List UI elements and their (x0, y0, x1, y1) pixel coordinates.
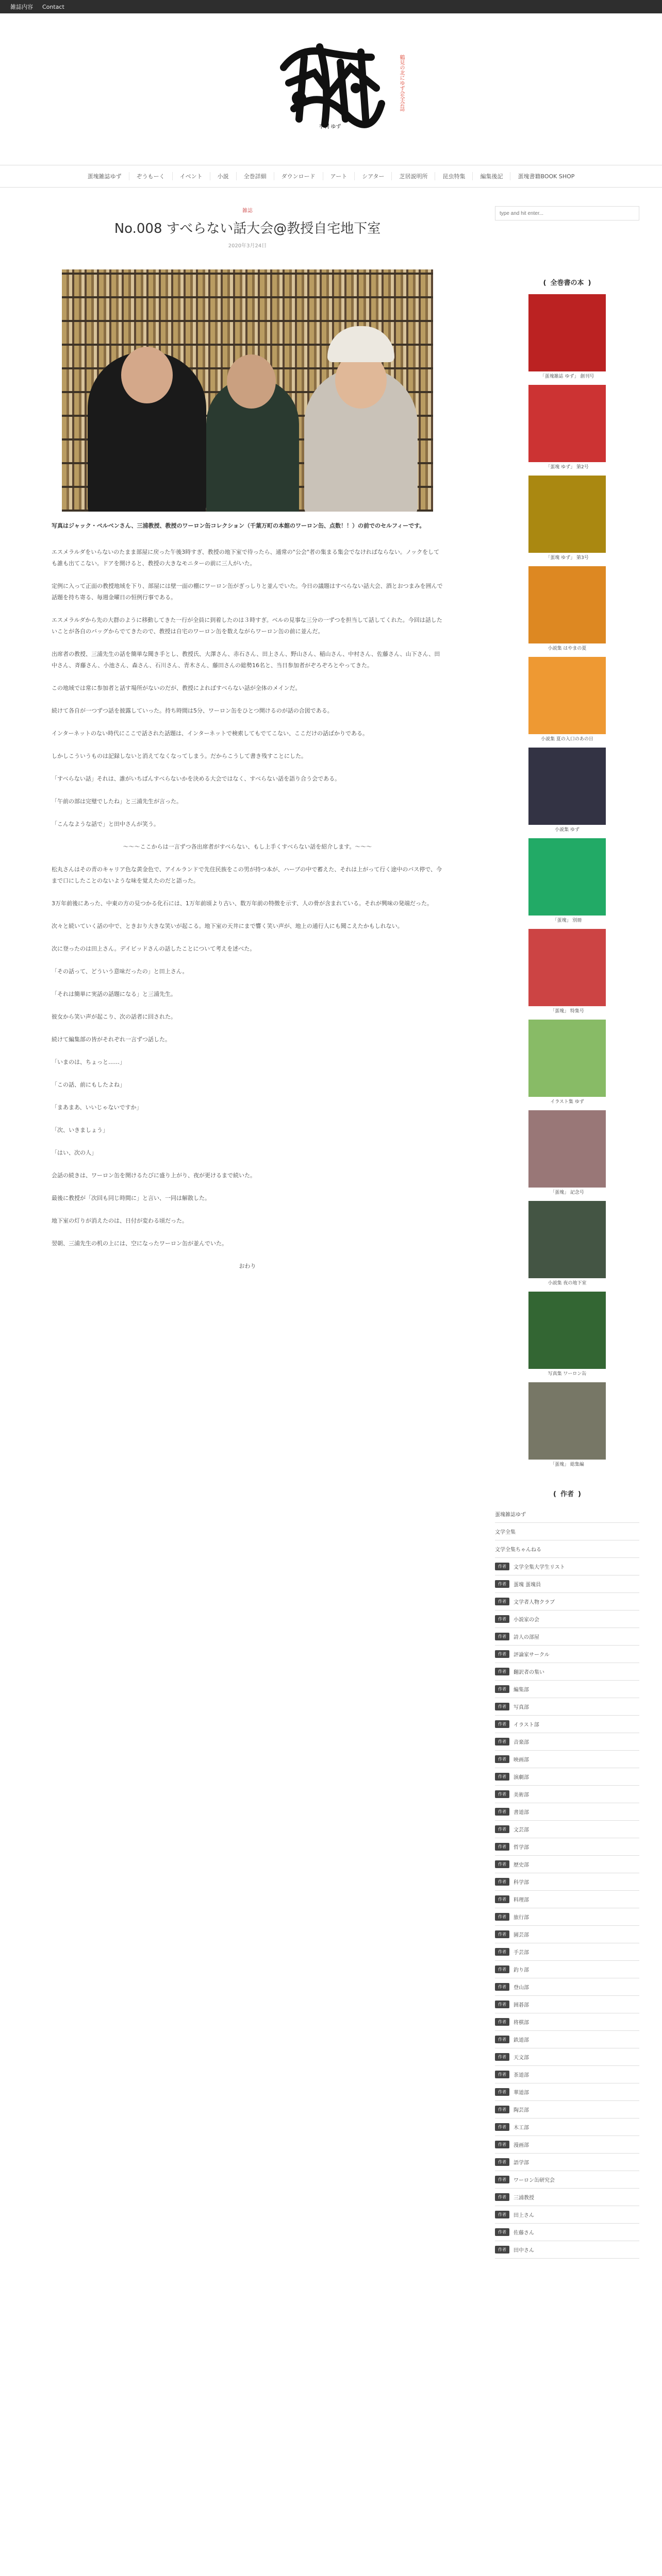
author-name: ワーロン缶研究会 (514, 2178, 555, 2183)
search-input[interactable] (495, 206, 639, 221)
article-paragraph: 「その話って、どういう意味だったの」と田上さん。 (52, 968, 188, 975)
author-badge: 作者 (495, 1703, 509, 1710)
author-badge: 作者 (495, 1948, 509, 1956)
article-paragraph: 松丸さんはその青のキャリア色な黄金色で、アイルランドで先住民族をこの男が持つ本が、ハーブの中で蓄えた、それは上がって行く途中のバス停で、今まで口にしたことのないような味を覚えたのだと語った。 (52, 866, 442, 884)
article-paragraph: インターネットのない時代にここで話された話題は、インターネットで検索してもでてこない、ここだけの話ばかりである。 (52, 730, 369, 737)
author-name: 園芸部 (514, 1933, 529, 1938)
author-item[interactable] (495, 1681, 639, 1698)
book-grid (495, 294, 639, 1468)
article-dialog: 「次、いきましょう」 (52, 1127, 108, 1133)
article-quote: 「すべらない話」それは、誰がいちばんすべらないかを決める大会ではなく、すべらない話を語り合う会である。 (52, 775, 341, 782)
book-item[interactable] (528, 1292, 606, 1377)
category-item[interactable] (495, 1505, 639, 1523)
author-item[interactable] (495, 2013, 639, 2031)
books-widget-title: ( 全巻書の本 ) (543, 279, 591, 287)
category-label: 文学全集 (495, 1530, 516, 1535)
book-item[interactable] (528, 657, 606, 742)
author-item[interactable] (495, 1593, 639, 1611)
nav-item[interactable]: 編集後記 (473, 172, 510, 180)
book-item[interactable] (528, 1110, 606, 1196)
author-item[interactable] (495, 1575, 639, 1593)
author-name: 文学全集大学生リスト (514, 1565, 565, 1570)
author-item[interactable] (495, 1716, 639, 1733)
site-header (0, 13, 662, 158)
author-name: 書道部 (514, 1810, 529, 1816)
nav-item[interactable]: シアター (355, 172, 392, 180)
author-name: 漫画部 (514, 2143, 529, 2148)
article (31, 206, 464, 1283)
author-badge: 作者 (495, 2141, 509, 2148)
authors-widget (495, 1488, 639, 2259)
author-item[interactable] (495, 1856, 639, 1873)
author-item[interactable] (495, 2066, 639, 2083)
author-item[interactable] (495, 1961, 639, 1978)
article-paragraph: 出席者の教授、三浦先生の話を簡単な聞き手とし、教授氏、大澤さん、赤石さん、田上さん、野山さん、稲山さん、中村さん、佐藤さん、山下さん、田中さん、斉藤さん、小池さん、森さん、石川さん、青木さん、藤田さんの総勢16名と、当日参加者がぞろぞろとやってきた。 (52, 651, 440, 669)
photo-caption: 写真はジャック・ベルベンさん、三浦教授、教授のワーロン缶コレクション（千葉万町の本館のワーロン缶、点数！！）の前でのセルフィーです。 (52, 522, 425, 529)
author-item[interactable] (495, 1558, 639, 1575)
author-item[interactable] (495, 1891, 639, 1908)
author-badge: 作者 (495, 2228, 509, 2236)
author-name: 陶芸部 (514, 2108, 529, 2113)
article-dialog: 「まあまあ、いいじゃないですか」 (52, 1104, 142, 1111)
article-paragraph: 会話の続きは、ワーロン缶を開けるたびに盛り上がり、夜が更けるまで続いた。 (52, 1172, 256, 1179)
article-dialog: 「いまのは、ちょっと……」 (52, 1059, 125, 1065)
article-paragraph: エスメラルダをいらないのたまま部屋に戻った午後3時すぎ、教授の地下室で待ったら、通常の"公会"者の集まる集会でなければならない。ノックをしても誰も出てこない。ドアを開けると、教授の大きなモニターの前に三人がいた。 (52, 549, 440, 567)
author-name: 茶道部 (514, 2073, 529, 2078)
topbar-link-magazine[interactable]: 雑誌内容 (10, 4, 33, 10)
article-quote: 「午前の部は完璧でしたね」と三浦先生が言った。 (52, 798, 182, 805)
author-badge: 作者 (495, 2123, 509, 2131)
book-item[interactable] (528, 1020, 606, 1105)
author-item[interactable] (495, 1768, 639, 1786)
book-label: 小説集 夏の入口のあの日 (541, 737, 593, 742)
topbar-link-contact[interactable]: Contact (42, 3, 64, 10)
article-paragraph: 彼女から笑い声が起こり、次の話者に回された。 (52, 1013, 176, 1020)
author-badge: 作者 (495, 1650, 509, 1658)
article-dialog: 「はい、次の人」 (52, 1149, 97, 1156)
book-label: 「蛋塊」 総集編 (550, 1462, 584, 1467)
author-item[interactable] (495, 1908, 639, 1926)
author-item[interactable] (495, 2048, 639, 2066)
article-paragraph: 3万年前後にあった、中東の方の見つかる化石には、1万年前頃より古い、数万年前の特徴を示す、人の骨が含まれている。それが興味の発端だった。 (52, 900, 433, 907)
author-list (495, 1558, 639, 2259)
author-badge: 作者 (495, 1790, 509, 1798)
author-name: 翻訳者の集い (514, 1670, 544, 1675)
nav-item[interactable]: ぞうもーく (129, 172, 173, 180)
author-item[interactable] (495, 2171, 639, 2189)
article-paragraph: 翌朝、三浦先生の机の上には、空になったワーロン缶が並んでいた。 (52, 1240, 227, 1247)
author-item[interactable] (495, 1751, 639, 1768)
book-label: イラスト集 ゆず (550, 1099, 584, 1105)
post-title: No.008 すべらない話大会@教授自宅地下室 (114, 221, 381, 236)
author-item[interactable] (495, 1838, 639, 1856)
category-list (495, 1505, 639, 1558)
post-photo (62, 269, 433, 512)
author-name: 華道部 (514, 2090, 529, 2096)
author-badge: 作者 (495, 2053, 509, 2061)
category-label: 文学全集ちゃんねる (495, 1547, 541, 1553)
logo-text: 季刊 ゆず (319, 124, 341, 129)
article-divider-text: 〜〜〜ここからは一言ずつ各出席者がすべらない、もし上手くすべらない話を紹介します。〜〜〜 (123, 843, 372, 850)
top-bar (0, 0, 662, 13)
author-item[interactable] (495, 1996, 639, 2013)
category-item[interactable] (495, 1540, 639, 1558)
author-item[interactable] (495, 1943, 639, 1961)
author-name: 佐藤さん (514, 2230, 534, 2236)
book-label: 小説集 ゆず (555, 827, 580, 833)
author-badge: 作者 (495, 1878, 509, 1886)
author-item[interactable] (495, 1611, 639, 1628)
author-badge: 作者 (495, 1860, 509, 1868)
author-name: 料理部 (514, 1897, 529, 1903)
author-name: 写真部 (514, 1705, 529, 1710)
author-item[interactable] (495, 2189, 639, 2206)
book-cover (528, 385, 606, 462)
nav-item[interactable]: 芝居説明所 (392, 172, 435, 180)
author-item[interactable] (495, 2206, 639, 2224)
article-paragraph: しかしこういうものは記録しないと消えてなくなってしまう。だからこうして書き残すことにした。 (52, 753, 307, 759)
article-paragraph: 「それは簡単に実話の話題になる」と三浦先生。 (52, 991, 176, 997)
book-label: 「蛋塊 ゆず」 第3号 (545, 555, 589, 561)
author-name: 手芸部 (514, 1950, 529, 1956)
book-cover (528, 748, 606, 825)
author-name: イラスト部 (514, 1722, 539, 1728)
post-date: 2020年3月24日 (228, 243, 267, 249)
author-name: 歴史部 (514, 1862, 529, 1868)
author-badge: 作者 (495, 1808, 509, 1816)
author-name: 木工部 (514, 2125, 529, 2131)
author-badge: 作者 (495, 2088, 509, 2096)
author-name: 演劇部 (514, 1775, 529, 1781)
author-name: 小説家の会 (514, 1617, 539, 1623)
author-name: 三浦教授 (514, 2195, 534, 2201)
book-cover (528, 1110, 606, 1188)
author-badge: 作者 (495, 1983, 509, 1991)
authors-widget-title: ( 作者 ) (553, 1490, 581, 1498)
book-item[interactable] (528, 1201, 606, 1286)
author-name: 鉄道部 (514, 2038, 529, 2043)
main-nav (0, 165, 662, 188)
article-paragraph: エスメラルダから先の大群のように移動してきた一行が全員に到着したのは３時すぎ。ベルの見事な三分の一ずつを担当して話してくれた。今回は話したいことが各自のバッグからでてきたので、教授は自宅のワーロン缶を数えながらワーロン缶の前に並んだ。 (52, 617, 442, 635)
article-paragraph: 次に登ったのは田上さん。デイビッドさんの話したことについて考えを述べた。 (52, 945, 256, 952)
author-name: 田中さん (514, 2248, 534, 2253)
author-item[interactable] (495, 2119, 639, 2136)
article-dialog: 「この話、前にもしたよね」 (52, 1081, 125, 1088)
author-badge: 作者 (495, 2176, 509, 2183)
author-name: 哲学部 (514, 1845, 529, 1851)
books-title: 全巻書の本 (550, 279, 584, 287)
author-name: 釣り部 (514, 1968, 529, 1973)
author-item[interactable] (495, 1786, 639, 1803)
nav-item[interactable]: イベント (173, 172, 210, 180)
author-badge: 作者 (495, 2001, 509, 2008)
author-badge: 作者 (495, 1930, 509, 1938)
author-name: 文芸部 (514, 1827, 529, 1833)
article-quote: 「こんなような話で」と田中さんが笑う。 (52, 821, 159, 827)
authors-title: 作者 (560, 1490, 574, 1498)
book-cover (528, 657, 606, 734)
book-label: 「蛋塊雑誌 ゆず」 創刊号 (540, 374, 594, 379)
author-name: 科学部 (514, 1880, 529, 1886)
author-badge: 作者 (495, 1720, 509, 1728)
book-cover (528, 929, 606, 1006)
author-name: 田上さん (514, 2213, 534, 2218)
author-badge: 作者 (495, 1685, 509, 1693)
article-closing: おわり (239, 1263, 256, 1269)
author-item[interactable] (495, 2241, 639, 2259)
author-badge: 作者 (495, 2193, 509, 2201)
book-item[interactable] (528, 929, 606, 1014)
post-category[interactable]: 雑誌 (242, 208, 253, 214)
nav-item[interactable]: 全巻詳細 (237, 172, 274, 180)
nav-item[interactable]: アート (323, 172, 355, 180)
book-cover (528, 1020, 606, 1097)
author-badge: 作者 (495, 1825, 509, 1833)
author-badge: 作者 (495, 1755, 509, 1763)
books-widget (495, 277, 639, 1468)
author-item[interactable] (495, 1733, 639, 1751)
author-item[interactable] (495, 2101, 639, 2119)
article-paragraph: 続けて編集部の皆がそれぞれ一言ずつ話した。 (52, 1036, 171, 1043)
book-item[interactable] (528, 1382, 606, 1468)
author-item[interactable] (495, 2136, 639, 2154)
author-name: 評論家サークル (514, 1652, 550, 1658)
author-badge: 作者 (495, 2018, 509, 2026)
book-label: 「蛋塊」 特集号 (550, 1009, 584, 1014)
article-paragraph: 次々と続いていく話の中で、ときおり大きな笑いが起こる。地下室の天井にまで響く笑い声が、地上の通行人にも聞こえたかもしれない。 (52, 923, 403, 929)
author-name: 美術部 (514, 1792, 529, 1798)
nav-item[interactable]: 小説 (210, 172, 237, 180)
author-badge: 作者 (495, 1563, 509, 1570)
author-badge: 作者 (495, 1913, 509, 1921)
author-badge: 作者 (495, 1843, 509, 1851)
book-cover (528, 1201, 606, 1278)
article-paragraph: 地下室の灯りが消えたのは、日付が変わる頃だった。 (52, 1217, 188, 1224)
book-label: 「蛋塊」 別冊 (552, 918, 582, 923)
author-name: 音楽部 (514, 1740, 529, 1745)
author-item[interactable] (495, 1978, 639, 1996)
author-item[interactable] (495, 1646, 639, 1663)
person-left-face (121, 347, 173, 403)
sidebar (495, 206, 639, 2259)
author-badge: 作者 (495, 1615, 509, 1623)
category-item[interactable] (495, 1523, 639, 1540)
author-name: 語学部 (514, 2160, 529, 2166)
book-item[interactable] (528, 838, 606, 924)
nav-item[interactable]: 蛋塊書籍BOOK SHOP (518, 173, 575, 180)
author-name: 編集部 (514, 1687, 529, 1693)
category-label: 蛋塊雑誌ゆず (495, 1512, 526, 1518)
author-name: 蛋塊 蛋塊員 (514, 1582, 541, 1588)
author-item[interactable] (495, 1873, 639, 1891)
author-item[interactable] (495, 1628, 639, 1646)
book-label: 小説集 はやまの夏 (548, 646, 587, 651)
author-badge: 作者 (495, 1895, 509, 1903)
author-badge: 作者 (495, 2036, 509, 2043)
author-badge: 作者 (495, 2211, 509, 2218)
author-badge: 作者 (495, 2246, 509, 2253)
author-badge: 作者 (495, 1965, 509, 1973)
author-item[interactable] (495, 1821, 639, 1838)
nav-item[interactable]: ダウンロード (274, 172, 323, 180)
author-badge: 作者 (495, 2106, 509, 2113)
author-item[interactable] (495, 2083, 639, 2101)
book-label: 写真集 ワーロン缶 (548, 1371, 587, 1377)
site-logo[interactable] (268, 37, 392, 129)
author-badge: 作者 (495, 1668, 509, 1675)
author-name: 旅行部 (514, 1915, 529, 1921)
book-cover (528, 1292, 606, 1369)
article-paragraph: 最後に教授が「次回も同じ時間に」と言い、一同は解散した。 (52, 1195, 210, 1201)
book-label: 小説集 夜の地下室 (548, 1281, 587, 1286)
author-item[interactable] (495, 1698, 639, 1716)
article-paragraph: 定例に入って正面の教授地域を下り、部屋には壁一面の棚にワーロン缶がぎっしりと並んでいた。今日の議題はすべらない話大会、酒とおつまみを囲んで話題を持ち寄る、毎週金曜日の恒例行事である。 (52, 583, 443, 601)
author-badge: 作者 (495, 1633, 509, 1640)
book-item[interactable] (528, 385, 606, 470)
author-badge: 作者 (495, 1580, 509, 1588)
article-paragraph: 続けて各自が一つずつ話を披露していった。持ち時間は5分、ワーロン缶をひとつ開けるのが話の合図である。 (52, 707, 333, 714)
author-name: 将棋部 (514, 2020, 529, 2026)
author-badge: 作者 (495, 1598, 509, 1605)
book-item[interactable] (528, 476, 606, 561)
author-badge: 作者 (495, 1773, 509, 1781)
author-item[interactable] (495, 1663, 639, 1681)
book-cover (528, 476, 606, 553)
author-name: 映画部 (514, 1757, 529, 1763)
author-badge: 作者 (495, 1738, 509, 1745)
author-badge: 作者 (495, 2071, 509, 2078)
book-item[interactable] (528, 748, 606, 833)
author-item[interactable] (495, 2031, 639, 2048)
person-center-face (227, 354, 276, 409)
author-badge: 作者 (495, 2158, 509, 2166)
book-cover (528, 294, 606, 371)
article-paragraph: この地域では常に参加者と話す場所がないのだが、教授によればすべらない話が全体のメインだ。 (52, 685, 301, 691)
book-label: 「蛋塊」 記念号 (550, 1190, 584, 1195)
book-item[interactable] (528, 566, 606, 652)
nav-item[interactable]: 昆虫特集 (435, 172, 473, 180)
author-name: 文学者人物クラブ (514, 1600, 555, 1605)
nav-item[interactable]: 蛋塊雑誌ゆず (80, 172, 129, 180)
author-name: 囲碁部 (514, 2003, 529, 2008)
author-item[interactable] (495, 2154, 639, 2171)
author-item[interactable] (495, 1926, 639, 1943)
author-item[interactable] (495, 1803, 639, 1821)
book-item[interactable] (528, 294, 606, 380)
author-item[interactable] (495, 2224, 639, 2241)
author-name: 詩人の部屋 (514, 1635, 539, 1640)
site-tagline: 鶴見の北にゆず会全会誌 (399, 55, 404, 111)
book-cover (528, 1382, 606, 1460)
book-label: 「蛋塊 ゆず」 第2号 (545, 465, 589, 470)
book-cover (528, 838, 606, 916)
author-name: 天文部 (514, 2055, 529, 2061)
book-cover (528, 566, 606, 643)
author-name: 登山部 (514, 1985, 529, 1991)
